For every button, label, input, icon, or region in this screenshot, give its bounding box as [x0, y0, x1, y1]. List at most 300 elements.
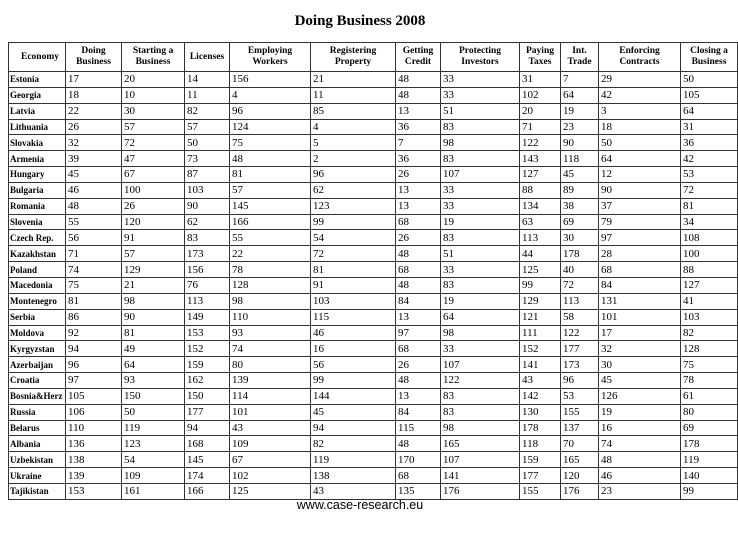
- economy-name-cell: Poland: [9, 262, 66, 278]
- rank-cell: 33: [441, 182, 520, 198]
- column-header-employing-workers: Employing Workers: [230, 43, 311, 72]
- rank-cell: 64: [122, 357, 185, 373]
- rank-cell: 145: [230, 198, 311, 214]
- rank-cell: 48: [230, 151, 311, 167]
- rank-cell: 72: [681, 182, 738, 198]
- rank-cell: 41: [681, 293, 738, 309]
- rank-cell: 108: [681, 230, 738, 246]
- rank-cell: 128: [230, 277, 311, 293]
- economy-name-cell: Belarus: [9, 420, 66, 436]
- rank-cell: 30: [599, 357, 681, 373]
- table-row: [9, 357, 738, 373]
- economy-name-cell: Bulgaria: [9, 182, 66, 198]
- rank-cell: 111: [520, 325, 561, 341]
- table-row: [9, 293, 738, 309]
- rank-cell: 170: [396, 452, 441, 468]
- economy-name-cell: Serbia: [9, 309, 66, 325]
- rank-cell: 96: [66, 357, 122, 373]
- rank-cell: 149: [185, 309, 230, 325]
- rank-cell: 122: [520, 135, 561, 151]
- rank-cell: 16: [599, 420, 681, 436]
- rank-cell: 71: [520, 119, 561, 135]
- economy-name-cell: Macedonia: [9, 277, 66, 293]
- rank-cell: 107: [441, 357, 520, 373]
- rank-cell: 68: [396, 341, 441, 357]
- rank-cell: 178: [681, 436, 738, 452]
- rank-cell: 14: [185, 72, 230, 88]
- table-row: [9, 214, 738, 230]
- rank-cell: 22: [230, 246, 311, 262]
- rank-cell: 107: [441, 167, 520, 183]
- column-header-doing-business: Doing Business: [66, 43, 122, 72]
- rank-cell: 31: [520, 72, 561, 88]
- rank-cell: 109: [122, 468, 185, 484]
- rank-cell: 70: [561, 436, 599, 452]
- rank-cell: 127: [520, 167, 561, 183]
- rank-cell: 90: [561, 135, 599, 151]
- table-row: [9, 373, 738, 389]
- rank-cell: 47: [122, 151, 185, 167]
- rank-cell: 36: [396, 151, 441, 167]
- rank-cell: 127: [681, 277, 738, 293]
- rank-cell: 84: [396, 293, 441, 309]
- rank-cell: 3: [599, 103, 681, 119]
- rank-cell: 99: [520, 277, 561, 293]
- rank-cell: 80: [681, 404, 738, 420]
- rank-cell: 177: [520, 468, 561, 484]
- table-row: [9, 483, 738, 499]
- table-row: [9, 72, 738, 88]
- rank-cell: 135: [396, 483, 441, 499]
- rank-cell: 100: [122, 182, 185, 198]
- column-header-closing-a-business: Closing a Business: [681, 43, 738, 72]
- rank-cell: 103: [681, 309, 738, 325]
- rank-cell: 84: [396, 404, 441, 420]
- rank-cell: 34: [681, 214, 738, 230]
- rank-cell: 43: [520, 373, 561, 389]
- rank-cell: 98: [122, 293, 185, 309]
- table-row: [9, 388, 738, 404]
- rank-cell: 46: [66, 182, 122, 198]
- rank-cell: 56: [66, 230, 122, 246]
- economy-name-cell: Croatia: [9, 373, 66, 389]
- rank-cell: 128: [681, 341, 738, 357]
- rank-cell: 107: [441, 452, 520, 468]
- rank-cell: 140: [681, 468, 738, 484]
- table-row: [9, 182, 738, 198]
- economy-name-cell: Lithuania: [9, 119, 66, 135]
- rank-cell: 125: [520, 262, 561, 278]
- economy-name-cell: Hungary: [9, 167, 66, 183]
- rank-cell: 113: [520, 230, 561, 246]
- rank-cell: 33: [441, 262, 520, 278]
- rank-cell: 56: [311, 357, 396, 373]
- rank-cell: 36: [681, 135, 738, 151]
- rank-cell: 120: [122, 214, 185, 230]
- rank-cell: 64: [681, 103, 738, 119]
- rank-cell: 19: [599, 404, 681, 420]
- rank-cell: 21: [122, 277, 185, 293]
- rank-cell: 119: [311, 452, 396, 468]
- rank-cell: 48: [396, 87, 441, 103]
- rank-cell: 114: [230, 388, 311, 404]
- rank-cell: 115: [311, 309, 396, 325]
- economy-name-cell: Slovakia: [9, 135, 66, 151]
- rank-cell: 123: [311, 198, 396, 214]
- rank-cell: 19: [441, 214, 520, 230]
- rank-cell: 134: [520, 198, 561, 214]
- rank-cell: 103: [185, 182, 230, 198]
- table-row: [9, 262, 738, 278]
- rank-cell: 150: [122, 388, 185, 404]
- rank-cell: 101: [599, 309, 681, 325]
- rank-cell: 113: [561, 293, 599, 309]
- rank-cell: 152: [520, 341, 561, 357]
- rank-cell: 17: [599, 325, 681, 341]
- rank-cell: 122: [561, 325, 599, 341]
- rank-cell: 26: [396, 357, 441, 373]
- rank-cell: 173: [561, 357, 599, 373]
- economy-name-cell: Uzbekistan: [9, 452, 66, 468]
- table-row: [9, 436, 738, 452]
- rank-cell: 20: [520, 103, 561, 119]
- rank-cell: 79: [599, 214, 681, 230]
- rank-cell: 58: [561, 309, 599, 325]
- rank-cell: 19: [441, 293, 520, 309]
- rank-cell: 50: [122, 404, 185, 420]
- rank-cell: 98: [441, 135, 520, 151]
- rank-cell: 84: [599, 277, 681, 293]
- source-url: www.case-research.eu: [296, 498, 424, 512]
- rank-cell: 57: [185, 119, 230, 135]
- rank-cell: 64: [599, 151, 681, 167]
- rank-cell: 48: [66, 198, 122, 214]
- rank-cell: 81: [681, 198, 738, 214]
- economy-name-cell: Kazakhstan: [9, 246, 66, 262]
- economy-name-cell: Slovenia: [9, 214, 66, 230]
- rank-cell: 136: [66, 436, 122, 452]
- rank-cell: 55: [230, 230, 311, 246]
- column-header-enforcing-contracts: Enforcing Contracts: [599, 43, 681, 72]
- economy-name-cell: Estonia: [9, 72, 66, 88]
- economy-name-cell: Georgia: [9, 87, 66, 103]
- column-header-registering-property: Registering Property: [311, 43, 396, 72]
- rank-cell: 92: [66, 325, 122, 341]
- rank-cell: 12: [599, 167, 681, 183]
- rank-cell: 71: [66, 246, 122, 262]
- rank-cell: 83: [441, 119, 520, 135]
- table-row: [9, 325, 738, 341]
- rank-cell: 22: [66, 103, 122, 119]
- economy-name-cell: Moldova: [9, 325, 66, 341]
- rank-cell: 33: [441, 72, 520, 88]
- table-row: [9, 119, 738, 135]
- economy-name-cell: Kyrgyzstan: [9, 341, 66, 357]
- rank-cell: 45: [311, 404, 396, 420]
- rank-cell: 96: [230, 103, 311, 119]
- rank-cell: 141: [520, 357, 561, 373]
- table-row: [9, 151, 738, 167]
- table-row: [9, 135, 738, 151]
- rank-cell: 102: [230, 468, 311, 484]
- rank-cell: 97: [396, 325, 441, 341]
- rank-cell: 96: [311, 167, 396, 183]
- economy-name-cell: Ukraine: [9, 468, 66, 484]
- rank-cell: 165: [441, 436, 520, 452]
- rank-cell: 54: [122, 452, 185, 468]
- rank-cell: 39: [66, 151, 122, 167]
- rank-cell: 13: [396, 182, 441, 198]
- rank-cell: 118: [561, 151, 599, 167]
- rank-cell: 142: [520, 388, 561, 404]
- table-body: [9, 72, 738, 500]
- rank-cell: 113: [185, 293, 230, 309]
- rank-cell: 83: [441, 277, 520, 293]
- rank-cell: 45: [561, 167, 599, 183]
- rank-cell: 48: [396, 277, 441, 293]
- rank-cell: 168: [185, 436, 230, 452]
- rank-cell: 50: [599, 135, 681, 151]
- rank-cell: 120: [561, 468, 599, 484]
- rank-cell: 48: [599, 452, 681, 468]
- rank-cell: 94: [66, 341, 122, 357]
- rank-cell: 78: [230, 262, 311, 278]
- table-row: [9, 404, 738, 420]
- rank-cell: 162: [185, 373, 230, 389]
- rank-cell: 74: [230, 341, 311, 357]
- rank-cell: 75: [230, 135, 311, 151]
- rank-cell: 124: [230, 119, 311, 135]
- table-row: [9, 277, 738, 293]
- rank-cell: 156: [230, 72, 311, 88]
- rank-cell: 51: [441, 246, 520, 262]
- rank-cell: 23: [599, 483, 681, 499]
- rank-cell: 45: [599, 373, 681, 389]
- rank-cell: 51: [441, 103, 520, 119]
- rank-cell: 90: [122, 309, 185, 325]
- rank-cell: 141: [441, 468, 520, 484]
- rank-cell: 165: [561, 452, 599, 468]
- rank-cell: 159: [185, 357, 230, 373]
- page-title: Doing Business 2008: [294, 13, 426, 29]
- column-header-int-trade: Int. Trade: [561, 43, 599, 72]
- rank-cell: 82: [185, 103, 230, 119]
- rank-cell: 18: [66, 87, 122, 103]
- rank-cell: 110: [230, 309, 311, 325]
- rank-cell: 130: [520, 404, 561, 420]
- rank-cell: 72: [311, 246, 396, 262]
- rank-cell: 72: [122, 135, 185, 151]
- rank-cell: 87: [185, 167, 230, 183]
- rank-cell: 176: [441, 483, 520, 499]
- rank-cell: 81: [66, 293, 122, 309]
- rank-cell: 30: [122, 103, 185, 119]
- rank-cell: 109: [230, 436, 311, 452]
- rank-cell: 29: [599, 72, 681, 88]
- rank-cell: 82: [311, 436, 396, 452]
- rank-cell: 155: [561, 404, 599, 420]
- rank-cell: 129: [520, 293, 561, 309]
- rank-cell: 137: [561, 420, 599, 436]
- rank-cell: 62: [311, 182, 396, 198]
- rank-cell: 21: [311, 72, 396, 88]
- rank-cell: 33: [441, 341, 520, 357]
- rank-cell: 122: [441, 373, 520, 389]
- rank-cell: 131: [599, 293, 681, 309]
- rank-cell: 19: [561, 103, 599, 119]
- rank-cell: 81: [230, 167, 311, 183]
- rank-cell: 81: [311, 262, 396, 278]
- rank-cell: 102: [520, 87, 561, 103]
- rank-cell: 69: [681, 420, 738, 436]
- rank-cell: 110: [66, 420, 122, 436]
- rank-cell: 30: [561, 230, 599, 246]
- rank-cell: 144: [311, 388, 396, 404]
- rank-cell: 138: [311, 468, 396, 484]
- rank-cell: 91: [311, 277, 396, 293]
- rank-cell: 42: [599, 87, 681, 103]
- rank-cell: 91: [122, 230, 185, 246]
- column-header-licenses: Licenses: [185, 43, 230, 72]
- rank-cell: 90: [599, 182, 681, 198]
- rank-cell: 37: [599, 198, 681, 214]
- rank-cell: 4: [230, 87, 311, 103]
- rank-cell: 23: [561, 119, 599, 135]
- rank-cell: 57: [122, 246, 185, 262]
- rank-cell: 11: [311, 87, 396, 103]
- column-header-economy: Economy: [9, 43, 66, 72]
- rank-cell: 166: [185, 483, 230, 499]
- rank-cell: 64: [561, 87, 599, 103]
- rank-cell: 48: [396, 72, 441, 88]
- economy-name-cell: Romania: [9, 198, 66, 214]
- rank-cell: 156: [185, 262, 230, 278]
- rank-cell: 123: [122, 436, 185, 452]
- rank-cell: 31: [681, 119, 738, 135]
- rank-cell: 153: [185, 325, 230, 341]
- rank-cell: 40: [561, 262, 599, 278]
- rank-cell: 54: [311, 230, 396, 246]
- rank-cell: 119: [681, 452, 738, 468]
- rank-cell: 26: [122, 198, 185, 214]
- economy-name-cell: Armenia: [9, 151, 66, 167]
- rank-cell: 43: [311, 483, 396, 499]
- rank-cell: 115: [396, 420, 441, 436]
- rank-cell: 55: [66, 214, 122, 230]
- rank-cell: 139: [230, 373, 311, 389]
- rank-cell: 86: [66, 309, 122, 325]
- rank-cell: 61: [681, 388, 738, 404]
- rank-cell: 153: [66, 483, 122, 499]
- rank-cell: 73: [185, 151, 230, 167]
- rank-cell: 32: [66, 135, 122, 151]
- rank-cell: 161: [122, 483, 185, 499]
- rank-cell: 155: [520, 483, 561, 499]
- rank-cell: 85: [311, 103, 396, 119]
- rank-cell: 63: [520, 214, 561, 230]
- table-row: [9, 341, 738, 357]
- table-row: [9, 452, 738, 468]
- rank-cell: 75: [681, 357, 738, 373]
- rank-cell: 138: [66, 452, 122, 468]
- rank-cell: 53: [561, 388, 599, 404]
- rank-cell: 121: [520, 309, 561, 325]
- economy-name-cell: Albania: [9, 436, 66, 452]
- rank-cell: 53: [681, 167, 738, 183]
- economy-name-cell: Russia: [9, 404, 66, 420]
- rank-cell: 50: [185, 135, 230, 151]
- rank-cell: 2: [311, 151, 396, 167]
- rank-cell: 139: [66, 468, 122, 484]
- rank-cell: 100: [681, 246, 738, 262]
- rank-cell: 74: [66, 262, 122, 278]
- table-row: [9, 198, 738, 214]
- rank-cell: 106: [66, 404, 122, 420]
- rank-cell: 88: [681, 262, 738, 278]
- rank-cell: 83: [441, 388, 520, 404]
- economy-name-cell: Latvia: [9, 103, 66, 119]
- rank-cell: 99: [311, 373, 396, 389]
- rank-cell: 143: [520, 151, 561, 167]
- rank-cell: 81: [122, 325, 185, 341]
- rank-cell: 20: [122, 72, 185, 88]
- rank-cell: 129: [122, 262, 185, 278]
- table-row: [9, 420, 738, 436]
- rank-cell: 105: [66, 388, 122, 404]
- rank-cell: 173: [185, 246, 230, 262]
- rank-cell: 97: [599, 230, 681, 246]
- rank-cell: 83: [441, 151, 520, 167]
- rank-cell: 49: [122, 341, 185, 357]
- rank-cell: 76: [185, 277, 230, 293]
- doing-business-table: [8, 42, 738, 500]
- table-row: [9, 167, 738, 183]
- rank-cell: 90: [185, 198, 230, 214]
- rank-cell: 174: [185, 468, 230, 484]
- rank-cell: 17: [66, 72, 122, 88]
- rank-cell: 45: [66, 167, 122, 183]
- rank-cell: 68: [396, 262, 441, 278]
- rank-cell: 126: [599, 388, 681, 404]
- rank-cell: 103: [311, 293, 396, 309]
- rank-cell: 26: [396, 230, 441, 246]
- rank-cell: 33: [441, 198, 520, 214]
- rank-cell: 28: [599, 246, 681, 262]
- rank-cell: 67: [122, 167, 185, 183]
- rank-cell: 150: [185, 388, 230, 404]
- rank-cell: 118: [520, 436, 561, 452]
- rank-cell: 94: [185, 420, 230, 436]
- rank-cell: 98: [441, 325, 520, 341]
- rank-cell: 75: [66, 277, 122, 293]
- rank-cell: 32: [599, 341, 681, 357]
- rank-cell: 18: [599, 119, 681, 135]
- rank-cell: 178: [561, 246, 599, 262]
- table-row: [9, 103, 738, 119]
- rank-cell: 83: [441, 404, 520, 420]
- rank-cell: 80: [230, 357, 311, 373]
- rank-cell: 98: [441, 420, 520, 436]
- rank-cell: 68: [396, 214, 441, 230]
- rank-cell: 46: [311, 325, 396, 341]
- rank-cell: 93: [230, 325, 311, 341]
- table-row: [9, 230, 738, 246]
- rank-cell: 48: [396, 436, 441, 452]
- rank-cell: 64: [441, 309, 520, 325]
- rank-cell: 69: [561, 214, 599, 230]
- economy-name-cell: Montenegro: [9, 293, 66, 309]
- rank-cell: 13: [396, 198, 441, 214]
